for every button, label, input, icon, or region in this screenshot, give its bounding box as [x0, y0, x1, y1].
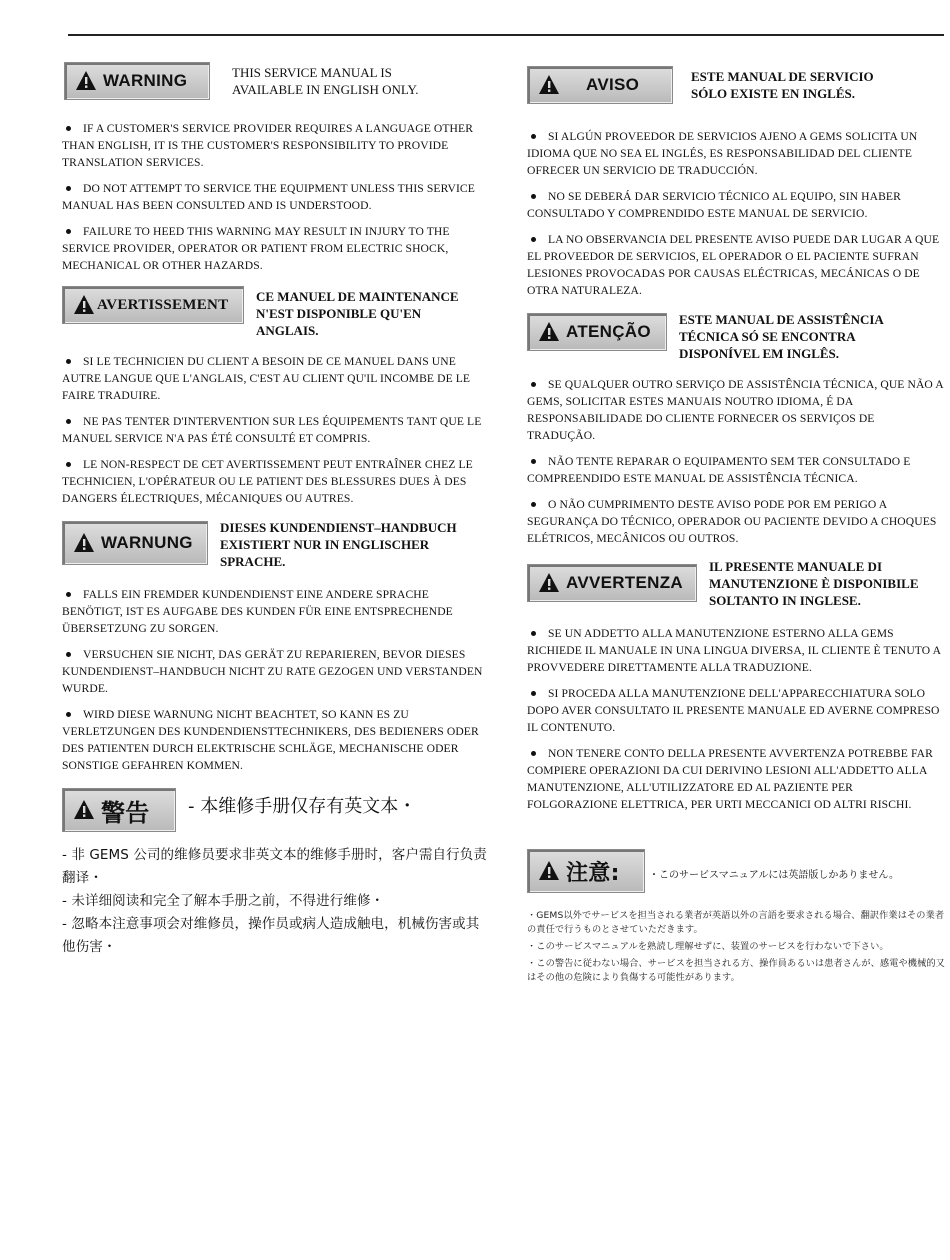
bullet-icon — [531, 459, 536, 464]
avvertenza-title: IL PRESENTE MANUALE DI MANUTENZIONE È DISPONIBILE SOLTANTO IN INGLESE. — [709, 559, 919, 608]
warning-triangle-icon — [73, 294, 95, 316]
warnung-item-3: WIRD DIESE WARNUNG NICHT BEACHTET, SO KANN ES ZU VERLETZUNGEN DES KUNDENDIENSTTECHNIKERS, DES BEDIENERS ODER DES PATIENTEN DURCH ELEKTRISCHE SCHLÄGE, MECHANISCHE ODER SONSTIGE GEFAHREN KOMMEN. — [62, 708, 479, 772]
warning-triangle-icon — [538, 74, 560, 96]
atencao-item-1: SE QUALQUER OUTRO SERVIÇO DE ASSISTÊNCIA TÉCNICA, QUE NÃO A GEMS, SOLICITAR ESTES MANUAIS NOUTRO IDIOMA, É DA RESPONSABILIDADE DO CLIENTE FORNECER OS SERVIÇOS DE TRADUÇÃO. — [527, 378, 944, 442]
bullet-icon — [66, 592, 71, 597]
avvertenza-item-2: SI PROCEDA ALLA MANUTENZIONE DELL'APPARECCHIATURA SOLO DOPO AVER CONSULTATO IL PRESENTE MANUALE ED AVERNE COMPRESO IL CONTENUTO. — [527, 687, 940, 734]
aviso-item-1: SI ALGÚN PROVEEDOR DE SERVICIOS AJENO A GEMS SOLICITA UN IDIOMA QUE NO SEA EL INGLÉS, ES RESPONSABILIDAD DEL CLIENTE OFRECER UN SERVICIO DE TRADUCCIÓN. — [527, 130, 918, 177]
bullet-icon — [531, 502, 536, 507]
warning-section-german — [62, 517, 492, 774]
aviso-badge — [527, 66, 673, 104]
warnung-item-1: FALLS EIN FREMDER KUNDENDIENST EINE ANDERE SPRACHE BENÖTIGT, IST ES AUFGABE DES KUNDEN FÜR EINE ENTSPRECHENDE ÜBERSETZUNG ZU SORGEN. — [62, 588, 453, 635]
japanese-item-3: ・この警告に従わない場合、サービスを担当される方、操作員あるいは患者さんが、感電や機械的又はその他の危険により負傷する可能性があります。 — [527, 958, 945, 983]
atencao-badge-label: ATENÇÃO — [566, 322, 651, 341]
japanese-item-2: ・このサービスマニュアルを熟読し理解せずに、装置のサービスを行わないで下さい。 — [527, 941, 889, 952]
chinese-warning-badge — [62, 788, 176, 832]
warning-badge — [64, 62, 210, 100]
warning-badge-label: WARNING — [103, 71, 188, 90]
avvertenza-item-3: NON TENERE CONTO DELLA PRESENTE AVVERTENZA POTREBBE FAR COMPIERE OPERAZIONI DA CUI DERIVINO LESIONI ALL'ADDETTO ALLA MANUTENZIONE, ALL'UTILIZZATORE ED AL PAZIENTE PER FOLGORAZIONE ELETTRICA, PER URTI MECCANICI OD ALTRI RISCHI. — [527, 747, 933, 811]
chinese-title: - 本维修手册仅存有英文本・ — [188, 796, 417, 817]
bullet-icon — [531, 237, 536, 242]
bullet-icon — [66, 359, 71, 364]
bullet-icon — [531, 691, 536, 696]
warning-triangle-icon — [73, 532, 95, 554]
bullet-icon — [531, 382, 536, 387]
atencao-title: ESTE MANUAL DE ASSISTÊNCIA TÉCNICA SÓ SE ENCONTRA DISPONÍVEL EM INGLÊS. — [679, 312, 884, 361]
warnung-badge — [62, 521, 208, 565]
japanese-item-1: ・GEMS以外でサービスを担当される業者が英語以外の言語を要求される場合、翻訳作業はその業者の責任で行うものとさせていただきます。 — [527, 910, 945, 935]
top-rule — [68, 34, 944, 36]
chinese-item-1: - 非 GEMS 公司的维修员要求非英文本的维修手册时，客户需自行负责翻译・ — [62, 847, 487, 886]
warnung-item-2: VERSUCHEN SIE NICHT, DAS GERÄT ZU REPARIEREN, BEVOR DIESES KUNDENDIENST–HANDBUCH NICHT ZU RATE GEZOGEN UND VERSTANDEN WURDE. — [62, 648, 483, 695]
avertissement-title: CE MANUEL DE MAINTENANCE N'EST DISPONIBLE QU'EN ANGLAIS. — [256, 289, 459, 338]
warning-section-english — [62, 62, 492, 274]
right-column — [527, 66, 945, 988]
chinese-item-2: - 未详细阅读和完全了解本手册之前，不得进行维修・ — [62, 893, 385, 909]
warning-triangle-icon — [73, 799, 95, 821]
aviso-title: ESTE MANUAL DE SERVICIO SÓLO EXISTE EN INGLÉS. — [691, 69, 874, 101]
bullet-icon — [66, 229, 71, 234]
warning-section-french — [62, 286, 492, 507]
bullet-icon — [531, 631, 536, 636]
avertissement-item-1: SI LE TECHNICIEN DU CLIENT A BESOIN DE CE MANUEL DANS UNE AUTRE LANGUE QUE L'ANGLAIS, C'EST AU CLIENT QU'IL INCOMBE DE LE FAIRE TRADUIRE. — [62, 355, 471, 402]
japanese-badge-label: 注意: — [566, 860, 620, 886]
warning-section-portuguese — [527, 309, 945, 547]
bullet-icon — [531, 194, 536, 199]
left-column — [62, 62, 492, 959]
warning-item-3: FAILURE TO HEED THIS WARNING MAY RESULT IN INJURY TO THE SERVICE PROVIDER, OPERATOR OR PATIENT FROM ELECTRIC SHOCK, MECHANICAL OR OTHER HAZARDS. — [62, 225, 450, 272]
warning-item-2: DO NOT ATTEMPT TO SERVICE THE EQUIPMENT UNLESS THIS SERVICE MANUAL HAS BEEN CONSULTED AND IS UNDERSTOOD. — [62, 182, 475, 212]
bullet-icon — [66, 712, 71, 717]
aviso-item-2: NO SE DEBERÁ DAR SERVICIO TÉCNICO AL EQUIPO, SIN HABER CONSULTADO Y COMPRENDIDO ESTE MANUAL DE SERVICIO. — [527, 190, 901, 220]
japanese-warning-badge — [527, 849, 645, 893]
warning-triangle-icon — [538, 572, 560, 594]
aviso-badge-label: AVISO — [586, 75, 640, 94]
japanese-title: ・このサービスマニュアルには英語版しかありません。 — [649, 870, 899, 881]
avvertenza-badge — [527, 564, 697, 602]
bullet-icon — [531, 134, 536, 139]
avertissement-item-3: LE NON-RESPECT DE CET AVERTISSEMENT PEUT ENTRAÎNER CHEZ LE TECHNICIEN, L'OPÉRATEUR OU LE PATIENT DES BLESSURES DUES À DES DANGERS ÉLECTRIQUES, MÉCANIQUES OU AUTRES. — [62, 458, 473, 505]
avertissement-badge-label: AVERTISSEMENT — [97, 296, 229, 313]
atencao-badge — [527, 313, 667, 351]
warning-triangle-icon — [538, 321, 560, 343]
avvertenza-item-1: SE UN ADDETTO ALLA MANUTENZIONE ESTERNO ALLA GEMS RICHIEDE IL MANUALE IN UNA LINGUA DIVERSA, IL CLIENTE È TENUTO A PROVVEDERE DIRETTAMENTE ALLA TRADUZIONE. — [527, 627, 941, 674]
aviso-item-3: LA NO OBSERVANCIA DEL PRESENTE AVISO PUEDE DAR LUGAR A QUE EL PROVEEDOR DE SERVICIOS, EL OPERADOR O EL PACIENTE SUFRAN LESIONES PROVOCADAS POR CAUSAS ELÉCTRICAS, MECÁNICAS O DE OTRA NATURALEZA. — [527, 233, 940, 297]
chinese-item-3: - 忽略本注意事项会对维修员，操作员或病人造成触电，机械伤害或其他伤害・ — [62, 916, 480, 955]
avvertenza-badge-label: AVVERTENZA — [566, 573, 683, 592]
avertissement-badge — [62, 286, 244, 324]
bullet-icon — [66, 126, 71, 131]
chinese-badge-label: 警告 — [101, 798, 150, 827]
bullet-icon — [531, 751, 536, 756]
bullet-icon — [66, 186, 71, 191]
warning-section-spanish — [527, 66, 945, 299]
warnung-badge-label: WARNUNG — [101, 533, 193, 552]
bullet-icon — [66, 462, 71, 467]
warning-item-1: IF A CUSTOMER'S SERVICE PROVIDER REQUIRES A LANGUAGE OTHER THAN ENGLISH, IT IS THE CUSTOMER'S RESPONSIBILITY TO PROVIDE TRANSLATION SERVICES. — [62, 122, 474, 169]
warning-triangle-icon — [75, 70, 97, 92]
bullet-icon — [66, 652, 71, 657]
bullet-icon — [66, 419, 71, 424]
warning-section-japanese — [527, 849, 945, 985]
warnung-title: DIESES KUNDENDIENST–HANDBUCH EXISTIERT NUR IN ENGLISCHER SPRACHE. — [220, 520, 457, 569]
avertissement-item-2: NE PAS TENTER D'INTERVENTION SUR LES ÉQUIPEMENTS TANT QUE LE MANUEL SERVICE N'A PAS ÉTÉ CONSULTÉ ET COMPRIS. — [62, 415, 482, 445]
warning-section-chinese — [62, 788, 492, 959]
warning-title: THIS SERVICE MANUAL IS AVAILABLE IN ENGLISH ONLY. — [232, 65, 419, 97]
atencao-item-2: NÃO TENTE REPARAR O EQUIPAMENTO SEM TER CONSULTADO E COMPREENDIDO ESTE MANUAL DE ASSISTÊNCIA TÉCNICA. — [527, 455, 911, 485]
atencao-item-3: O NÃO CUMPRIMENTO DESTE AVISO PODE POR EM PERIGO A SEGURANÇA DO TÉCNICO, OPERADOR OU PACIENTE DEVIDO A CHOQUES ELÉTRICOS, MECÂNICOS OU OUTROS. — [527, 498, 937, 545]
warning-section-italian — [527, 556, 945, 813]
warning-triangle-icon — [538, 860, 560, 882]
